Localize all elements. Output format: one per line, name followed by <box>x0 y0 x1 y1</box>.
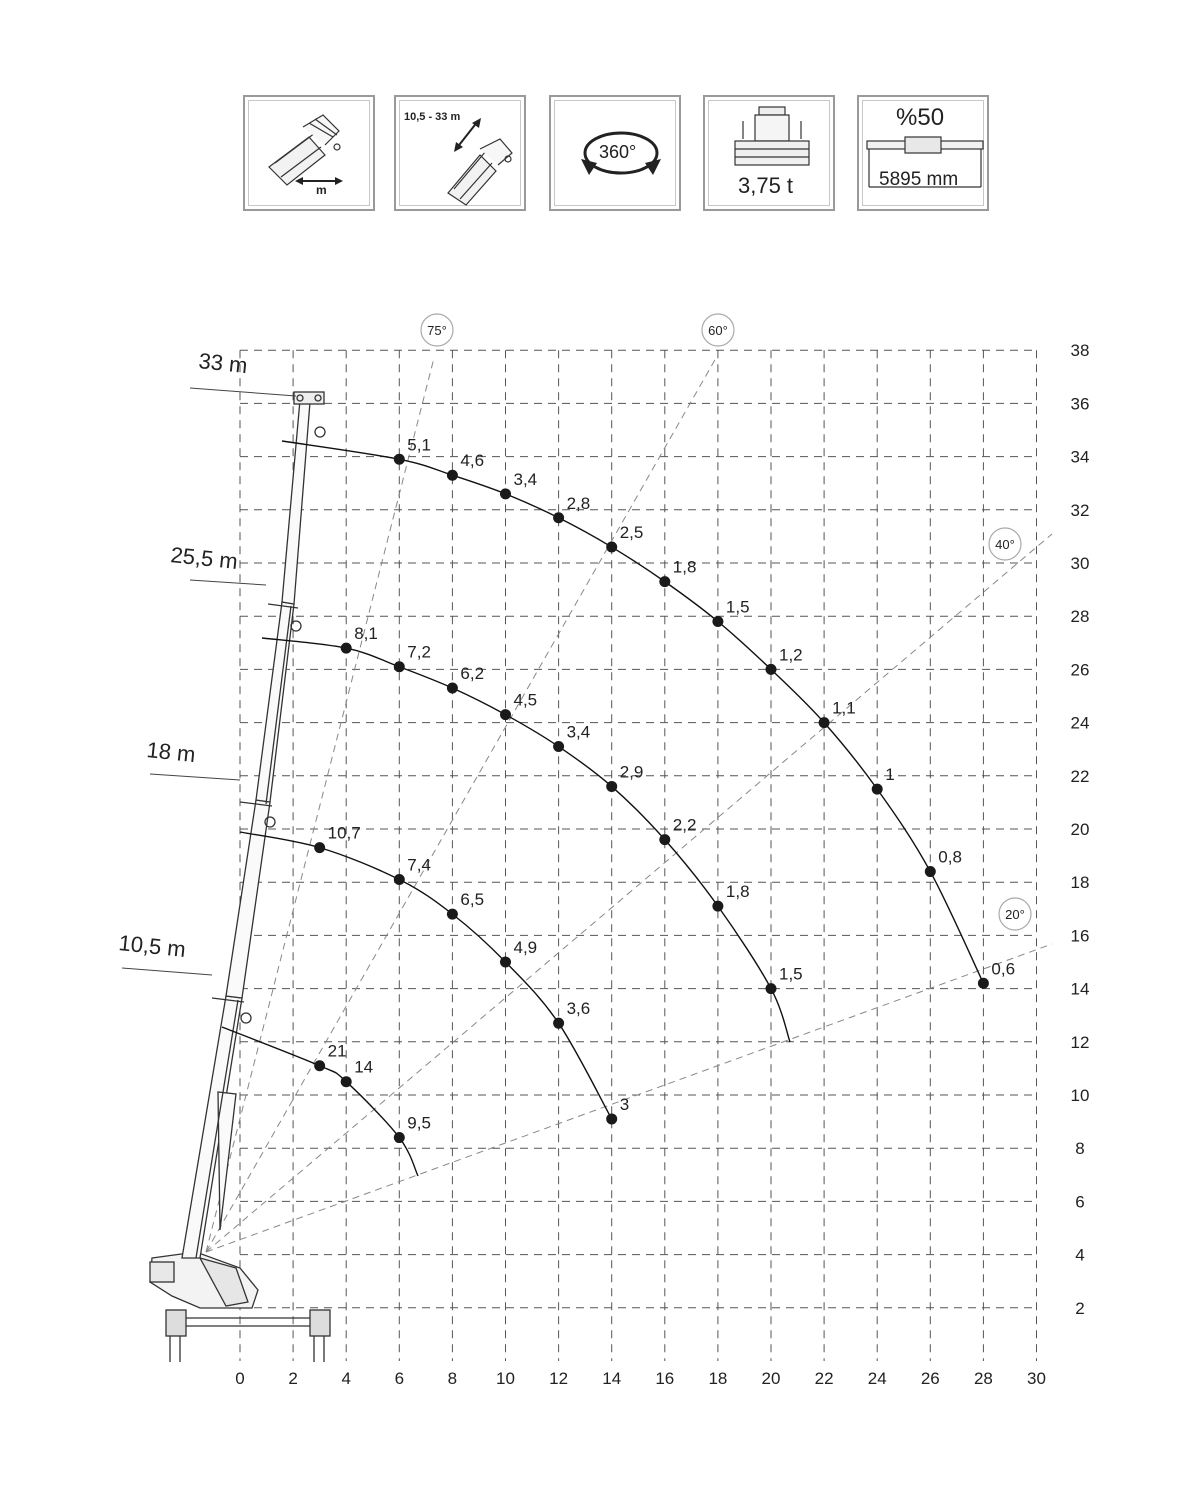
y-tick-label: 30 <box>1070 554 1090 573</box>
load-value-label: 1,8 <box>672 557 697 577</box>
load-value-label: 21 <box>327 1041 347 1061</box>
load-value-label: 3 <box>619 1094 630 1114</box>
load-value-label: 0,8 <box>938 847 962 867</box>
angle-line <box>206 534 1052 1252</box>
load-value-label: 2,9 <box>619 762 644 782</box>
load-point <box>606 781 617 792</box>
load-point <box>819 717 830 728</box>
angle-label: 60° <box>708 323 728 338</box>
load-point <box>659 834 670 845</box>
load-value-label: 14 <box>354 1057 374 1077</box>
load-value-label: 1,1 <box>832 698 856 718</box>
load-point <box>341 643 352 654</box>
boom-length-leader <box>190 388 296 396</box>
load-value-label: 3,6 <box>566 999 591 1019</box>
boom-length-labels <box>117 348 296 975</box>
y-tick-label: 8 <box>1075 1139 1085 1159</box>
y-tick-label: 6 <box>1075 1192 1085 1212</box>
load-value-label: 1,8 <box>725 882 750 902</box>
load-point <box>553 1018 564 1029</box>
boom-length-leader <box>190 580 266 585</box>
counterweight-label: 3,75 t <box>738 173 794 198</box>
load-point <box>447 470 458 481</box>
load-value-label: 6,5 <box>460 890 485 910</box>
x-tick-label: 4 <box>341 1369 351 1388</box>
load-point <box>394 874 405 885</box>
load-point <box>500 709 511 720</box>
load-point <box>394 454 405 465</box>
load-point <box>659 576 670 587</box>
load-value-label: 4,5 <box>513 690 538 710</box>
load-point <box>447 909 458 920</box>
load-point <box>766 664 777 675</box>
load-value-label: 0,6 <box>991 959 1016 979</box>
y-tick-label: 36 <box>1070 394 1090 414</box>
load-arc <box>240 832 612 1119</box>
load-point <box>606 1113 617 1124</box>
load-point <box>712 616 723 627</box>
y-tick-label: 12 <box>1070 1032 1090 1052</box>
load-value-label: 6,2 <box>460 664 485 684</box>
load-point <box>500 957 511 968</box>
x-tick-label: 14 <box>602 1369 622 1388</box>
x-tick-label: 12 <box>549 1369 569 1388</box>
y-tick-label: 14 <box>1070 979 1090 999</box>
load-point <box>925 866 936 877</box>
y-tick-label: 26 <box>1070 660 1090 680</box>
load-value-label: 8,1 <box>354 624 378 644</box>
load-point <box>872 784 883 795</box>
load-point <box>394 661 405 672</box>
load-value-label: 7,2 <box>407 642 431 662</box>
x-tick-label: 0 <box>235 1369 245 1388</box>
y-tick-label: 2 <box>1075 1298 1085 1318</box>
load-point <box>553 512 564 523</box>
boom-length-leader <box>122 968 212 975</box>
load-arc <box>222 1027 418 1176</box>
rotation-label: 360° <box>599 142 637 162</box>
extension-unit-label: m <box>316 183 327 197</box>
load-point <box>606 542 617 553</box>
outrigger-percent-label: %50 <box>896 104 945 131</box>
angle-label: 40° <box>995 537 1015 552</box>
angle-label: 20° <box>1005 907 1025 922</box>
load-value-label: 1 <box>885 765 895 785</box>
load-value-label: 3,4 <box>566 722 591 742</box>
angle-label: 75° <box>427 323 447 338</box>
y-tick-label: 34 <box>1070 447 1090 467</box>
load-value-label: 3,4 <box>513 469 538 489</box>
x-tick-label: 18 <box>708 1369 728 1388</box>
x-tick-label: 28 <box>973 1369 993 1388</box>
y-tick-label: 18 <box>1070 873 1090 893</box>
y-tick-label: 16 <box>1070 926 1090 946</box>
chart-grid <box>240 350 1037 1361</box>
load-value-label: 2,2 <box>672 815 697 835</box>
load-value-label: 1,5 <box>725 597 750 617</box>
load-point <box>341 1076 352 1087</box>
x-tick-label: 24 <box>867 1369 887 1388</box>
y-tick-label: 20 <box>1070 820 1090 839</box>
angle-line <box>206 358 716 1252</box>
load-value-label: 10,7 <box>327 823 361 843</box>
load-arcs <box>222 441 983 1176</box>
boom-length-label: 10,5 m <box>117 930 187 963</box>
boom-length-label: 18 m <box>145 737 197 768</box>
y-tick-label: 22 <box>1070 766 1090 786</box>
load-point <box>314 1060 325 1071</box>
load-value-label: 4,9 <box>513 938 538 957</box>
y-tick-label: 32 <box>1070 500 1090 520</box>
load-value-label: 7,4 <box>407 855 431 875</box>
load-point <box>314 842 325 853</box>
x-tick-label: 10 <box>496 1369 515 1388</box>
load-point <box>712 901 723 912</box>
load-point <box>447 683 458 694</box>
boom-length-label: 25,5 m <box>169 542 239 575</box>
load-value-label: 1,2 <box>779 645 803 665</box>
y-tick-label: 38 <box>1070 341 1090 361</box>
load-value-label: 2,8 <box>566 493 591 513</box>
x-tick-label: 22 <box>814 1369 834 1388</box>
x-tick-label: 8 <box>447 1369 458 1388</box>
load-point <box>500 488 511 499</box>
outrigger-width-label: 5895 mm <box>879 169 959 190</box>
load-value-label: 5,1 <box>407 435 431 455</box>
x-tick-label: 2 <box>288 1369 298 1388</box>
boom-range-label: 10,5 - 33 m <box>404 111 461 123</box>
load-value-label: 1,5 <box>779 964 803 984</box>
load-value-label: 2,5 <box>619 523 644 543</box>
x-tick-label: 16 <box>655 1369 675 1388</box>
load-value-label: 4,6 <box>460 451 485 471</box>
load-value-label: 9,5 <box>407 1113 431 1133</box>
load-point <box>766 983 777 994</box>
y-tick-label: 10 <box>1070 1086 1090 1105</box>
y-tick-label: 4 <box>1075 1245 1085 1265</box>
x-tick-label: 6 <box>394 1369 405 1388</box>
load-point <box>978 978 989 989</box>
x-tick-label: 26 <box>920 1369 940 1388</box>
boom-length-label: 33 m <box>197 348 249 379</box>
y-tick-label: 24 <box>1070 713 1090 733</box>
x-tick-label: 20 <box>761 1369 781 1388</box>
load-point <box>394 1132 405 1143</box>
y-tick-label: 28 <box>1070 607 1090 627</box>
boom-length-leader <box>150 774 240 780</box>
x-tick-label: 30 <box>1027 1369 1046 1388</box>
load-point <box>553 741 564 752</box>
